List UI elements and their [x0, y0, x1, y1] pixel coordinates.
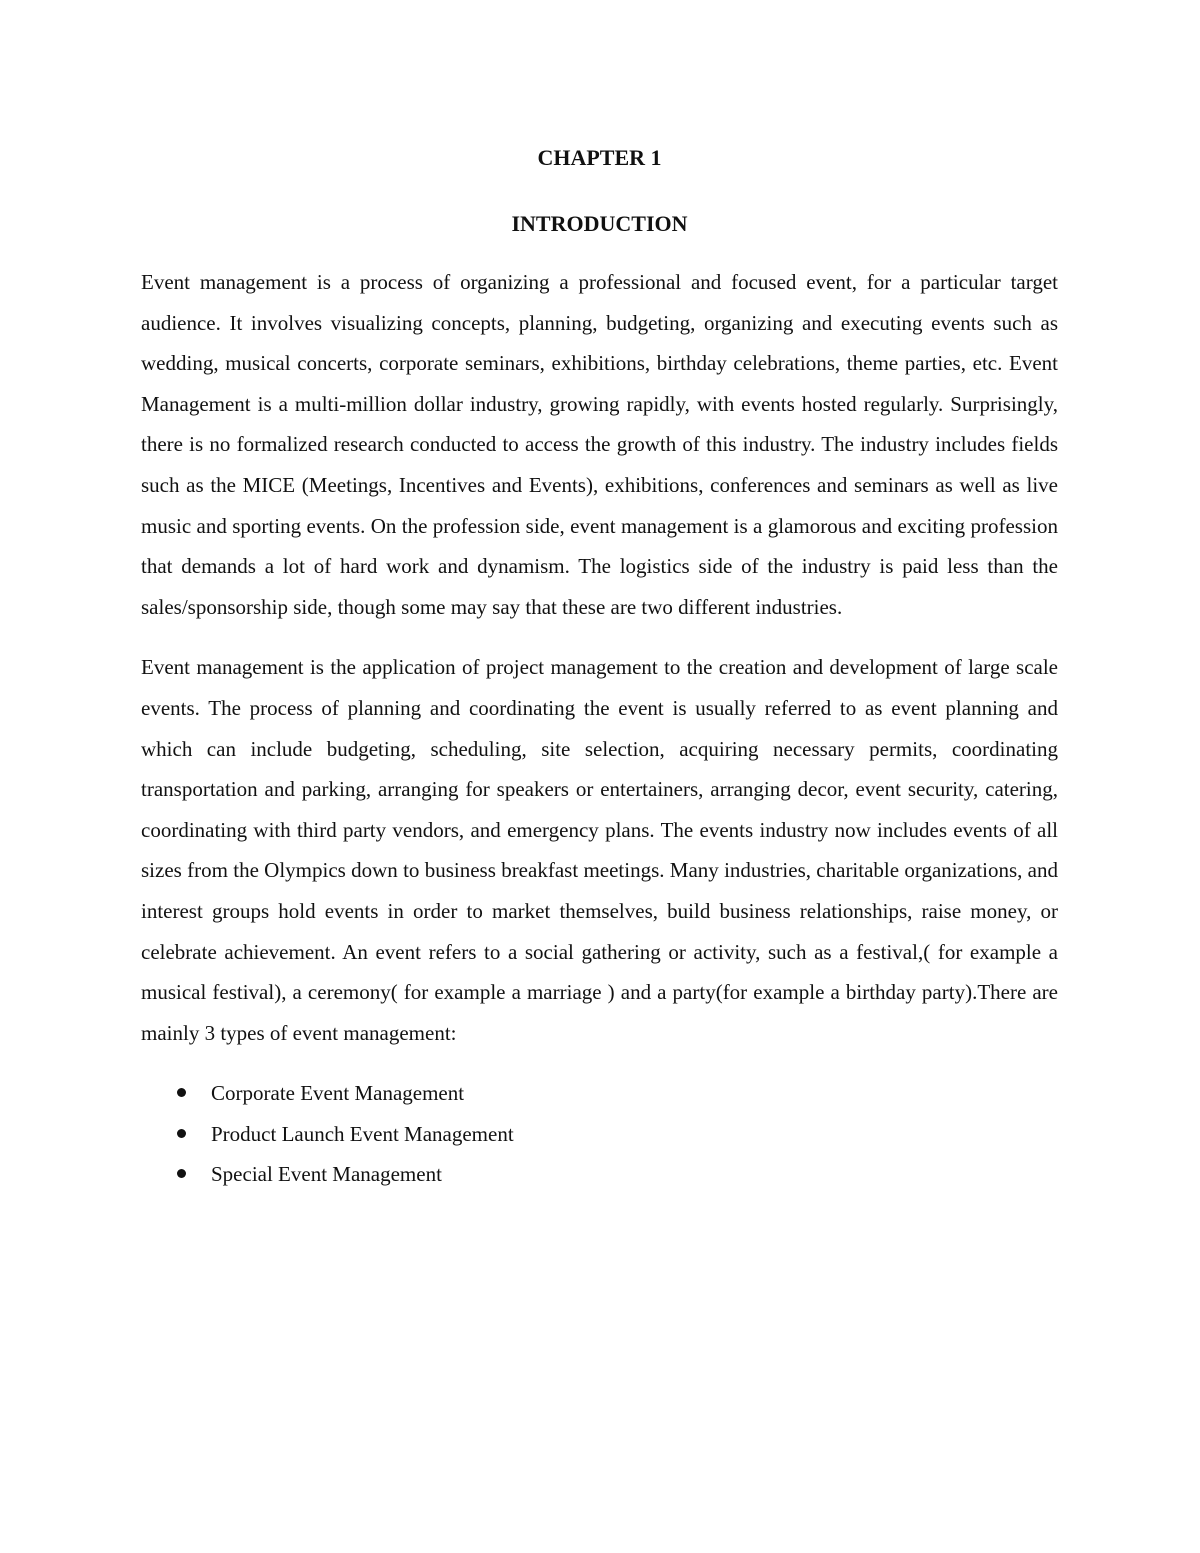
- list-item-label: Corporate Event Management: [211, 1081, 465, 1106]
- list-item: [141, 1114, 1058, 1155]
- paragraph-2: Event management is the application of project management to the creation and development of large scale events. The process of planning and coordinating the event is usually referred to as event planning and which can include budgeting, scheduling, site selection, acquiring necessary permits, coordinating transportation and parking, arranging for speakers or entertainers, arranging decor, event security, catering, coordinating with third party vendors, and emergency plans. The events industry now includes events of all sizes from the Olympics down to business breakfast meetings. Many industries, charitable organizations, and interest groups hold events in order to market themselves, build business relationships, raise money, or celebrate achievement. An event refers to a social gathering or activity, such as a festival,( for example a musical festival), a ceremony( for example a marriage ) and a party(for example a birthday party).There are mainly 3 types of event management:: [141, 655, 1058, 1045]
- list-item-label: Special Event Management: [211, 1162, 442, 1187]
- bullet-icon: [177, 1169, 186, 1178]
- section-heading: INTRODUCTION: [511, 211, 688, 236]
- document-page: [141, 138, 1058, 1195]
- bullet-icon: [177, 1088, 186, 1097]
- list-item: [141, 1154, 1058, 1195]
- event-types-list: [141, 1073, 1058, 1195]
- bullet-icon: [177, 1129, 186, 1138]
- list-item: [141, 1073, 1058, 1114]
- chapter-heading: CHAPTER 1: [537, 145, 662, 170]
- list-item-label: Product Launch Event Management: [211, 1121, 514, 1146]
- paragraph-1: Event management is a process of organizing a professional and focused event, for a particular target audience. It involves visualizing concepts, planning, budgeting, organizing and executing events such as wedding, musical concerts, corporate seminars, exhibitions, birthday celebrations, theme parties, etc. Event Management is a multi-million dollar industry, growing rapidly, with events hosted regularly. Surprisingly, there is no formalized research conducted to access the growth of this industry. The industry includes fields such as the MICE (Meetings, Incentives and Events), exhibitions, conferences and seminars as well as live music and sporting events. On the profession side, event management is a glamorous and exciting profession that demands a lot of hard work and dynamism. The logistics side of the industry is paid less than the sales/sponsorship side, though some may say that these are two different industries.: [141, 270, 1058, 619]
